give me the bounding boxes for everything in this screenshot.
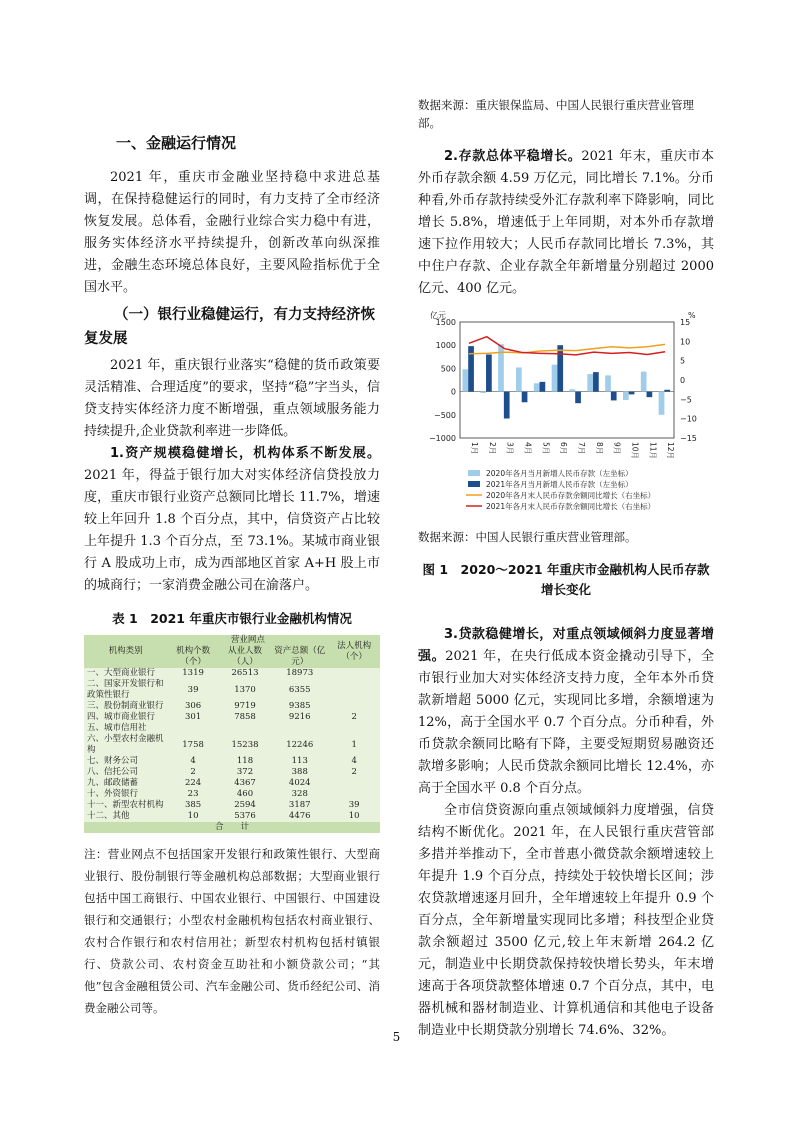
table-cell-name: 十、外资银行 (87, 789, 139, 799)
table-cell-staff: 7858 (234, 712, 256, 722)
legend-swatch (468, 470, 480, 476)
table-cell-legal: 4 (351, 756, 357, 766)
table-cell-assets (271, 723, 328, 734)
table-cell-legal (328, 778, 380, 789)
left-column (84, 118, 380, 1019)
table-cell-assets: 6355 (288, 684, 311, 695)
left-tick-label: 1500 (435, 318, 456, 327)
table-row (84, 756, 380, 767)
table-row (84, 778, 380, 789)
right-tick-label: 5 (680, 356, 686, 366)
bar-2020 (480, 392, 486, 393)
table-row (84, 712, 380, 723)
table-cell-name: 六、小型农村金融机构 (87, 734, 164, 755)
x-tick-label: 2月 (487, 442, 497, 455)
header-legal: 法人机构（个） (328, 635, 380, 668)
right-tick-label: −5 (680, 395, 692, 405)
assets-paragraph (84, 443, 380, 597)
table-row (84, 767, 380, 778)
bar-2021 (504, 392, 510, 419)
bar-2021 (486, 354, 492, 391)
header-type: 机构类别 (84, 635, 167, 668)
x-tick-label: 6月 (559, 442, 569, 455)
table-cell-name: 十一、新型农村机构 (87, 800, 164, 810)
table-cell-count: 10 (187, 811, 199, 821)
left-tick-label: 0 (450, 387, 456, 397)
legend-label: 2021年各月末人民币存款余额同比增长（右坐标） (486, 502, 656, 511)
x-tick-label: 8月 (594, 442, 604, 455)
left-tick-label: −500 (434, 410, 456, 420)
table-cell-assets: 328 (291, 789, 308, 799)
right-axis-unit: % (688, 311, 696, 320)
x-tick-label: 3月 (505, 442, 515, 455)
table-cell-assets: 12246 (286, 739, 314, 750)
loan-paragraph-body: 2021 年，在央行低成本资金撬动引导下，全市银行业加大对实体经济支持力度，全年本外币贷款新增超 5000 亿元，实现同比多增，余额增速为 12%，高于全国水平 0.7 个百分点。分币种看，外币贷款余额同比略有下降，主要受短期贸易融资还款增多影响；人民币贷款余额同比增长 12.4%，亦高于全国水平 0.8 个百分点。 (418, 649, 714, 796)
deposit-paragraph-body: 2021 年末，重庆市本外币存款余额 4.59 万亿元，同比增长 7.1%。分币种看,外币存款持续受外汇存款利率下降影响，同比增长 5.8%，增速低于上年同期，对本外币存款增速下拉作用较大；人民币存款同比增长 7.3%，其中住户存款、企业存款全年新增量分别超过 2000 亿元、400 亿元。 (418, 149, 715, 296)
table-cell-assets: 113 (291, 756, 308, 766)
table-row (84, 701, 380, 712)
table-cell-staff: 4367 (234, 778, 256, 788)
right-tick-label: −10 (680, 414, 697, 424)
table-cell-name: 四、城市商业银行 (87, 712, 156, 722)
x-tick-label: 10月 (630, 442, 640, 460)
table-cell-legal (328, 679, 380, 701)
table-cell-staff: 372 (236, 767, 254, 777)
section-heading: 一、金融运行情况 (116, 134, 237, 152)
table-row (84, 800, 380, 811)
table-source: 数据来源：重庆银保监局、中国人民银行重庆营业管理部。 (418, 98, 694, 130)
credit-structure-paragraph: 全市信贷资源向重点领域倾斜力度增强，信贷结构不断优化。2021 年，在人民银行重庆营管部多措并举推动下，全市普惠小微贷款余额增速较上年提升 1.9 个百分点，持续处于较快增长区间；涉农贷款增速逐月回升，全年增速较上年提升 0.9 个百分点，全年新增量实现同比多增；科技型企业贷款余额超过 3500 亿元,较上年末新增 264.2 亿元，制造业中长期贷款保持较快增长势头，年末增速高于各项贷款整体增速 0.7 个百分点，其中，电器机械和器材制造业、计算机通信和其他电子设备制造业中长期贷款分别增长 74.6%、32%。 (418, 803, 714, 1038)
table-cell-assets: 4024 (288, 778, 311, 788)
bar-2020 (659, 392, 665, 415)
table-cell-assets: 18973 (286, 668, 314, 678)
institution-table (84, 635, 380, 833)
table-cell-name: 三、股份制商业银行 (87, 701, 164, 711)
table-cell-legal (328, 723, 380, 734)
deposit-paragraph (418, 146, 714, 300)
x-tick-label: 4月 (523, 442, 533, 455)
table-cell-legal: 2 (351, 767, 357, 777)
assets-paragraph-title: 1.资产规模稳健增长，机构体系不断发展。 (110, 446, 380, 461)
right-tick-label: 15 (680, 318, 691, 327)
right-tick-label: −15 (680, 434, 697, 443)
bar-2021 (593, 372, 599, 391)
table-cell-count (167, 723, 219, 734)
table-cell-name: 九、邮政储蓄 (87, 778, 139, 788)
bar-2021 (557, 345, 563, 391)
bar-2020 (623, 392, 629, 400)
x-tick-label: 5月 (541, 442, 551, 455)
left-tick-label: −1000 (428, 434, 456, 443)
table-cell-assets: 388 (291, 767, 308, 777)
left-tick-label: 500 (440, 364, 456, 374)
table-cell-count: 1758 (182, 739, 204, 750)
left-tick-label: 1000 (435, 341, 456, 351)
right-tick-label: 0 (680, 376, 686, 385)
x-tick-label: 9月 (612, 442, 622, 455)
header-staff: 从业人数（人） (219, 646, 271, 668)
bar-2020 (569, 389, 575, 391)
bar-2020 (498, 344, 504, 391)
table-cell-staff: 460 (236, 789, 254, 799)
table-cell-name: 一、大型商业银行 (87, 668, 156, 678)
table-cell-staff: 2594 (234, 800, 256, 810)
table-row (84, 679, 380, 701)
subsection-heading: （一）银行业稳健运行，有力支持经济恢复发展 (84, 307, 375, 347)
deposit-chart (418, 308, 714, 528)
table-cell-assets: 9385 (288, 701, 311, 711)
x-tick-label: 11月 (648, 442, 658, 460)
table-cell-legal: 39 (348, 800, 360, 810)
chart-source: 数据来源：中国人民银行重庆营业管理部。 (418, 530, 637, 544)
table-cell-name: 二、国家开发银行和政策性银行 (87, 679, 164, 700)
table-cell-count: 23 (187, 789, 199, 799)
bar-2021 (629, 392, 635, 395)
x-tick-label: 1月 (469, 442, 479, 455)
table-cell-count: 385 (184, 800, 202, 810)
x-tick-label: 12月 (666, 442, 676, 460)
bar-2020 (516, 367, 522, 391)
bar-2020 (587, 374, 593, 392)
table-cell-count: 4 (190, 756, 196, 766)
loan-paragraph-title: 3.贷款稳健增长，对重点领域倾斜力度显著增强。 (418, 627, 714, 664)
table-cell-name: 五、城市信用社 (87, 723, 147, 733)
table-cell-assets: 3187 (288, 800, 311, 810)
legend-label: 2020年各月当月新增人民币存款（左坐标） (486, 469, 633, 478)
table-cell-count: 1319 (182, 668, 204, 678)
legend-swatch (468, 481, 480, 487)
table-cell-legal: 2 (351, 712, 357, 722)
table-cell-count: 39 (187, 684, 199, 695)
banking-paragraph: 2021 年，重庆银行业落实“稳健的货币政策要灵活精准、合理适度”的要求，坚持“稳”字当头，信贷支持实体经济力度不断增强，重点领域服务能力持续提升,企业贷款利率进一步降低。 (84, 358, 380, 439)
intro-paragraph: 2021 年，重庆市金融业坚持稳中求进总基调，在保持稳健运行的同时，有力支持了全市经济恢复发展。总体看，金融行业综合实力稳中有进，服务实体经济水平持续提升，创新改革向纵深推进，金融生态环境总体良好，主要风险指标优于全国水平。 (84, 170, 380, 295)
table-cell-staff: 118 (236, 756, 254, 766)
table-cell-count: 301 (184, 712, 202, 722)
header-count: 机构个数（个） (167, 646, 219, 668)
table-cell-name: 十二、其他 (87, 811, 130, 821)
header-assets: 资产总额（亿元） (271, 646, 328, 668)
table-row (84, 811, 380, 822)
table-cell-staff: 26513 (231, 668, 259, 678)
bar-2020 (641, 372, 647, 392)
table-cell-count: 306 (184, 701, 202, 711)
table-cell-legal: 10 (348, 811, 360, 821)
bar-2020 (462, 369, 468, 391)
left-axis-unit: 亿元 (430, 311, 446, 320)
table-cell-staff: 1370 (234, 684, 256, 695)
table-cell-name: 八、信托公司 (87, 767, 139, 777)
table-cell-legal (328, 789, 380, 800)
table-row (84, 723, 380, 734)
header-group: 营业网点 (167, 635, 328, 646)
bar-2021 (522, 392, 528, 403)
table-cell-legal (328, 701, 380, 712)
assets-paragraph-body: 2021 年，得益于银行加大对实体经济信贷投放力度，重庆市银行业资产总额同比增长 11.7%，增速较上年回升 1.8 个百分点，其中，信贷资产占比较上年提升 1.3 个百分点，至 73.1%。某城市商业银行 A 股成功上市，成为西部地区首家 A+H 股上市的城商行；一家消费金融公司在渝落户。 (84, 468, 380, 593)
table-cell-assets: 4476 (288, 811, 311, 821)
bar-2021 (647, 392, 653, 398)
table-row (84, 668, 380, 679)
table-cell-assets: 9216 (288, 712, 311, 722)
table-cell-staff: 9719 (234, 701, 256, 711)
deposit-chart-svg (418, 308, 714, 528)
legend-label: 2021年各月当月新增人民币存款（左坐标） (486, 480, 633, 489)
table-cell-legal: 1 (351, 739, 357, 750)
bar-2020 (534, 383, 540, 391)
bar-2021 (664, 390, 670, 392)
bar-2021 (540, 382, 546, 392)
legend-label: 2020年各月末人民币存款余额同比增长（右坐标） (486, 491, 656, 500)
table-row (84, 789, 380, 800)
table-cell-staff: 15238 (231, 739, 259, 750)
figure-caption: 图 1 2020～2021 年重庆市金融机构人民币存款增长变化 (422, 562, 710, 597)
deposit-paragraph-title: 2.存款总体平稳增长。 (444, 149, 582, 164)
loan-paragraph (418, 624, 714, 800)
right-column (418, 96, 714, 1042)
table-note: 注：营业网点不包括国家开发银行和政策性银行、大型商业银行、股份制银行等金融机构总部数据；大型商业银行包括中国工商银行、中国农业银行、中国银行、中国建设银行和交通银行；小型农村金融机构包括农村商业银行、农村合作银行和农村信用社；新型农村机构包括村镇银行、贷款公司、农村资金互助社和小额贷款公司；“其他”包含金融租赁公司、汽车金融公司、货币经纪公司、消费金融公司等。 (84, 847, 380, 1015)
page-number: 5 (392, 1030, 401, 1044)
table-cell-count: 224 (184, 778, 202, 788)
table-cell-legal (328, 668, 380, 679)
table-cell-name: 七、财务公司 (87, 756, 139, 766)
bar-2020 (552, 365, 558, 392)
table-cell-staff: 5376 (234, 811, 256, 821)
table-cell-staff (219, 723, 271, 734)
table-row (84, 734, 380, 756)
right-tick-label: 10 (680, 337, 691, 347)
table-cell-count: 2 (190, 767, 196, 777)
x-tick-label: 7月 (576, 442, 586, 455)
bar-2020 (605, 375, 611, 391)
bar-2021 (611, 392, 617, 401)
table-title: 表 1 2021 年重庆市银行业金融机构情况 (112, 611, 352, 626)
bar-2021 (575, 392, 581, 404)
table-total-row: 合 计 (84, 822, 380, 833)
